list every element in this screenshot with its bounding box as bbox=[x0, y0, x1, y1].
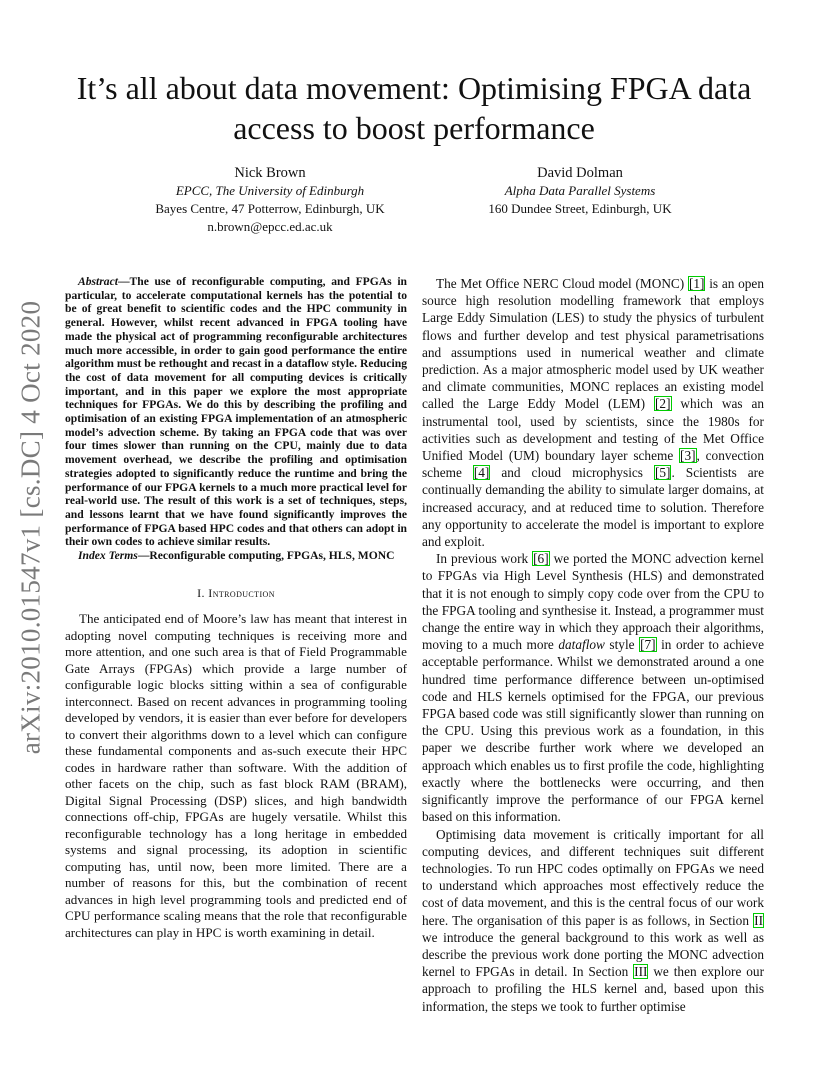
author-affiliation: Alpha Data Parallel Systems bbox=[504, 183, 656, 198]
section-heading-introduction: I. Introduction bbox=[197, 585, 275, 600]
abstract-lead: Abstract bbox=[78, 275, 118, 288]
text-run: which was an instrumental tool, used by scientists, since the 1980s for activities such as development and testing of the Met Office Unified Model (UM) boundary layer scheme bbox=[422, 396, 765, 464]
right-column bbox=[422, 275, 764, 1015]
author-email: n.brown@epcc.ed.ac.uk bbox=[207, 219, 333, 234]
abstract-text: —The use of reconfigurable computing, and FPGAs in particular, to accelerate computational kernels has the potential to be of great benefit to scientific codes and the HPC community in general. However, whilst recent advanced in FPGA tooling have made the physical act of programming reconfigurable architectures much more accessible, in order to gain good performance the entire algorithm must be rethought and recast in a dataflow style. Reducing the cost of data movement for all computing devices is critically important, and in this paper we explore the most appropriate techniques for FPGAs. We do this by describing the profiling and optimisation of an existing FPGA implementation of an atmospheric model’s advection scheme. By taking an FPGA code that was over four times slower than running on the CPU, mainly due to data movement overhead, we describe the profiling and optimisation strategies adopted to significantly reduce the runtime and bring the performance of our FPGA kernels to a much more practical level for real-world use. The result of this work is a set of techniques, steps, and lessons learnt that we have found significantly improves the performance of FPGA based HPC codes and that others can adopt in their own codes to achieve similar results. bbox=[65, 275, 407, 549]
text-run: , convection scheme bbox=[422, 448, 764, 481]
text-run: we ported the MONC advection kernel to FPGAs via High Level Synthesis (HLS) and demonstrated that it is not enough to simply copy code over from the CPU to the FPGA tooling and synthesise it. Instead, a programmer must change the entire way in which they approach their algorithms, moving to a much more bbox=[422, 551, 764, 653]
section-link[interactable]: II bbox=[754, 912, 763, 928]
author-block-1 bbox=[110, 164, 430, 236]
text-run: The Met Office NERC Cloud model (MONC) bbox=[436, 276, 688, 291]
author-address: Bayes Centre, 47 Potterrow, Edinburgh, UK bbox=[155, 201, 385, 216]
text-run: In previous work bbox=[436, 551, 533, 567]
paragraph-previous-work bbox=[422, 550, 764, 825]
paper-title: It’s all about data movement: Optimising FPGA data access to boost performance bbox=[76, 70, 752, 146]
arxiv-side-identifier bbox=[14, 292, 48, 762]
text-run: and cloud microphysics bbox=[490, 465, 654, 481]
text-run: is an open source high resolution modelling framework that employs Large Eddy Simulation (LES) to study the physics of turbulent flows and further develop and test physical parametrisations and assumptions used in numerical weather and climate prediction. As a major atmospheric model used by UK weather and climate communities, MONC replaces an existing model called the Large Eddy Model (LEM) bbox=[422, 276, 764, 412]
author-address: 160 Dundee Street, Edinburgh, UK bbox=[488, 201, 672, 216]
author-name: David Dolman bbox=[537, 165, 623, 181]
citation-link[interactable]: [7] bbox=[640, 637, 656, 653]
citation-link[interactable]: [2] bbox=[655, 396, 671, 412]
abstract bbox=[65, 275, 407, 549]
paragraph-data-movement bbox=[422, 826, 764, 1015]
author-block-2 bbox=[430, 164, 730, 218]
index-terms-lead: Index Terms bbox=[78, 549, 138, 563]
text-run: we introduce the general background to this work as well as describe the previous work done porting the MONC advection kernel to FPGAs in detail. In Section bbox=[422, 929, 764, 980]
author-name: Nick Brown bbox=[234, 165, 306, 181]
index-terms-text: —Reconfigurable computing, FPGAs, HLS, MONC bbox=[137, 549, 395, 563]
text-run: we then explore our approach to profiling the HLS kernel and, based upon this information, the steps we took to further optimise bbox=[422, 964, 764, 1014]
intro-paragraph: The anticipated end of Moore’s law has meant that interest in adopting novel computing techniques is receiving more and more attention, and one such area is that of Field Programmable Gate Arrays (FPGAs) which provide a large number of configurable logic blocks sitting within a sea of configurable interconnect. Based on recent advances in programming tooling developed by vendors, it is easier than ever before for developers to convert their algorithms down to a level which can configure these fundamental components and as-such execute their HPC codes in hardware rather than software. With the addition of other facets on the chip, such as fast block RAM (BRAM), Digital Signal Processing (DSP) slices, and high bandwidth connections off-chip, FPGAs are hugely versatile. Whilst this reconfigurable technology has a long heritage in embedded systems and signal processing, its adoption in scientific computing has, until now, been more limited. There are a number of reasons for this, but the combination of recent advances in high level programming tools and predicted end of CPU performance scaling means that the role that reconfigurable architectures can play in HPC is worth examining in detail. bbox=[65, 611, 407, 940]
citation-link[interactable]: [4] bbox=[473, 465, 490, 481]
arxiv-identifier-text: arXiv:2010.01547v1 [cs.DC] 4 Oct 2020 bbox=[15, 300, 46, 754]
text-run: style bbox=[604, 637, 640, 653]
index-terms bbox=[65, 549, 407, 563]
text-run: in order to achieve acceptable performance. Whilst we demonstrated around a one hundred time performance difference between un-optimised code and HLS kernels optimised for the FPGA, our previous FPGA based code was still significantly slower than running on the CPU. Using this previous work as a foundation, in this paper we describe further work where we developed an approach which enables us to first profile the code, highlighting exactly where the bottlenecks were occurring, and then significantly improve the performance of our FPGA kernel based on this information. bbox=[422, 637, 765, 825]
citation-link[interactable]: [6] bbox=[533, 551, 549, 567]
author-affiliation: EPCC, The University of Edinburgh bbox=[175, 183, 365, 198]
citation-link[interactable]: [1] bbox=[688, 276, 705, 291]
left-column bbox=[65, 275, 407, 941]
paragraph-monc bbox=[422, 275, 764, 550]
emphasis-dataflow: dataflow bbox=[558, 637, 605, 653]
citation-link[interactable]: [5] bbox=[654, 465, 671, 481]
text-run: Optimising data movement is critically important for all computing devices, and different techniques suit different technologies. To run HPC codes optimally on FPGAs we need to understand which approaches most effectively reduce the cost of data movement, and this is the central focus of our work here. The organisation of this paper is as follows, in Section bbox=[422, 826, 764, 928]
section-link[interactable]: III bbox=[634, 964, 648, 980]
citation-link[interactable]: [3] bbox=[680, 448, 696, 464]
text-run: . Scientists are continually demanding the ability to simulate larger domains, at increased accuracy, and at reduced time to solution. Therefore any opportunity to accelerate the model is important to explore and exploit. bbox=[422, 465, 764, 550]
